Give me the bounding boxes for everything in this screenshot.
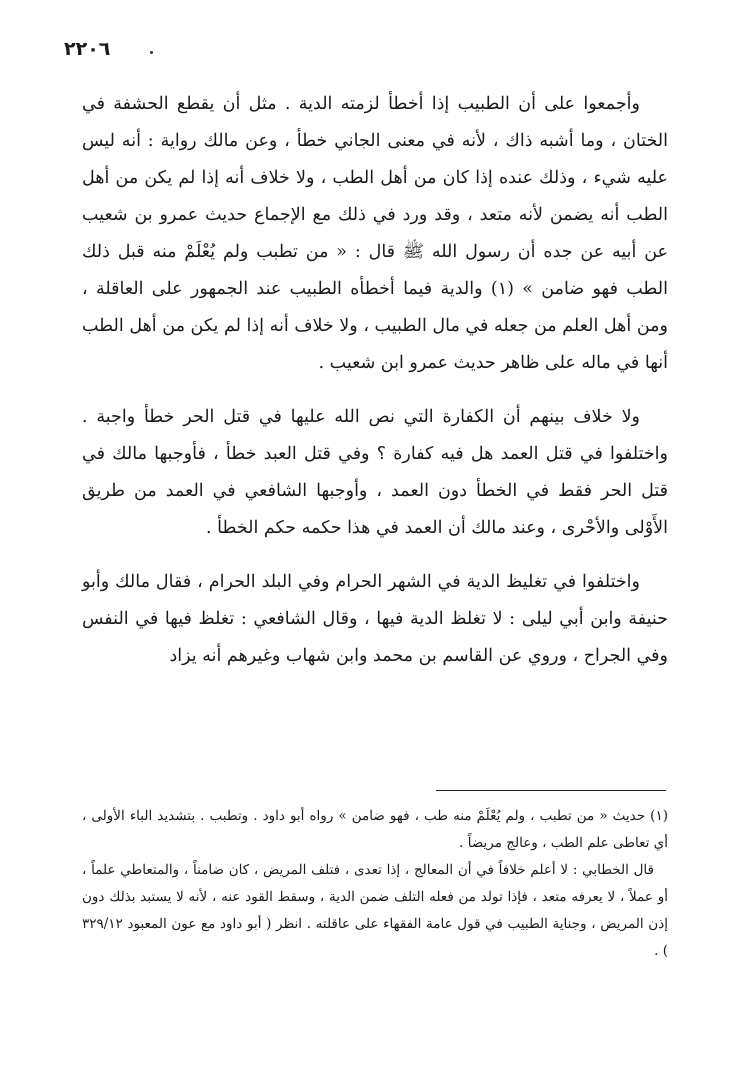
- paragraph-2: ولا خلاف بينهم أن الكفارة التي نص الله عليها في قتل الحر خطأ واجبة . واختلفوا في قتل العمد هل فيه كفارة ؟ وفي قتل العبد خطأ ، فأوجبها مالك في قتل الحر فقط في الخطأ دون العمد ، وأوجبها الشافعي في العمد من طريق الأَوْلى والأحْرى ، وعند مالك أن العمد في هذا حكمه حكم الخطأ .: [82, 407, 668, 538]
- footnote-1-commentary: قال الخطابي : لا أعلم خلافاً في أن المعالج ، إذا تعدى ، فتلف المريض ، كان ضامناً ، والمتعاطي علماً ، أو عملاً ، لا يعرفه متعد ، فإذا تولد من فعله التلف ضمن الدية ، وسقط القود عنه ، لأنه لا يستبد بذلك دون إذن المريض ، وجناية الطبيب في قول عامة الفقهاء على عاقلته . انظر ( أبو داود مع عون المعبود ٣٢٩/١٢ ) .: [82, 862, 668, 959]
- print-speck: [150, 51, 153, 54]
- paragraph-3: واختلفوا في تغليظ الدية في الشهر الحرام وفي البلد الحرام ، فقال مالك وأبو حنيفة وابن أبي ليلى : لا تغلظ الدية فيها ، وقال الشافعي : تغلظ فيها في النفس وفي الجراح ، وروي عن القاسم بن محمد وابن شهاب وغيرهم أنه يزاد: [82, 572, 668, 666]
- paragraph-1: وأجمعوا على أن الطبيب إذا أخطأ لزمته الدية . مثل أن يقطع الحشفة في الختان ، وما أشبه ذاك ، لأنه في معنى الجاني خطأ ، وعن مالك رواية : أنه ليس عليه شيء ، وذلك عنده إذا كان من أهل الطب ، ولا خلاف أنه إذا لم يكن من أهل الطب أنه يضمن لأنه متعد ، وقد ورد في ذلك مع الإجماع حديث عمرو بن شعيب عن أبيه عن جده أن رسول الله ﷺ قال : « من تطبب ولم يُعْلَمْ منه قبل ذلك الطب فهو ضامن » (١) والدية فيما أخطأه الطبيب عند الجمهور على العاقلة ، ومن أهل العلم من جعله في مال الطبيب ، ولا خلاف أنه إذا لم يكن من أهل الطب أنها في ماله على ظاهر حديث عمرو ابن شعيب .: [82, 94, 668, 373]
- footnotes: [82, 803, 668, 965]
- main-text: [82, 86, 668, 692]
- page-number: ٢٢٠٦: [64, 38, 111, 60]
- footnote-1: (١) حديث « من تطبب ، ولم يُعْلَمْ منه طب ، فهو ضامن » رواه أبو داود . وتطبب . بتشديد الباء الأولى ، أي تعاطى علم الطب ، وعالج مريضاً .: [82, 808, 668, 851]
- footnote-divider: [436, 790, 666, 791]
